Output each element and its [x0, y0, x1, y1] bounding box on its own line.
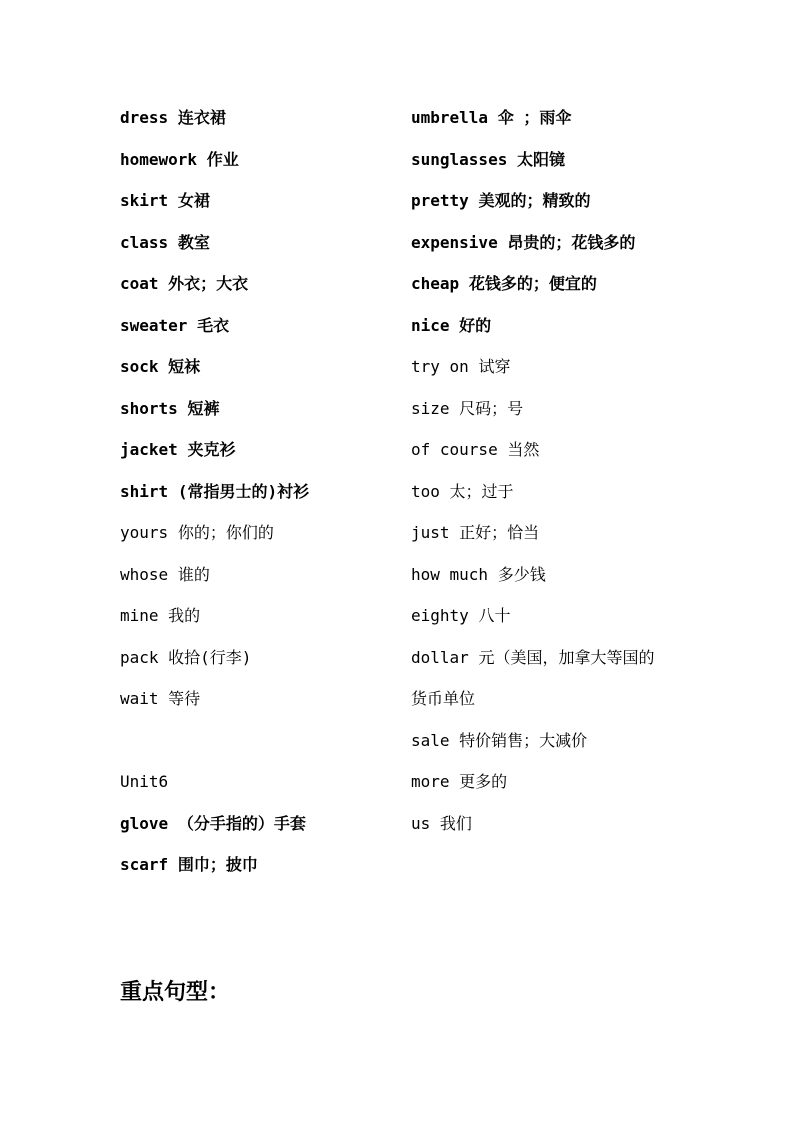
vocab-row: [411, 312, 701, 354]
vocab-row: [411, 146, 701, 188]
vocab-meaning: 当然: [507, 440, 540, 459]
vocab-meaning: 试穿: [478, 357, 511, 376]
vocab-word: sale: [411, 730, 450, 750]
unit-label: [120, 768, 400, 810]
vocab-meaning: 作业: [206, 149, 239, 169]
vocab-meaning: 毛衣: [197, 315, 230, 335]
vocab-row: [411, 395, 701, 437]
vocab-meaning: 短裤: [187, 398, 220, 418]
vocab-meaning: 八十: [478, 606, 511, 625]
vocab-word: class: [120, 232, 169, 252]
vocab-row: [411, 104, 701, 146]
vocab-word: Unit6: [120, 772, 169, 791]
vocab-row: [411, 561, 701, 603]
vocab-row: [411, 519, 701, 561]
section-heading: 重点句型：: [120, 979, 231, 1005]
vocab-word: sock: [120, 357, 159, 376]
vocab-row-continuation: [411, 685, 701, 727]
vocab-meaning: 太；过于: [449, 481, 514, 501]
vocab-row: [120, 395, 400, 437]
vocab-row: [120, 478, 400, 520]
vocab-meaning: 收拾(行李): [168, 647, 252, 667]
vocab-meaning: 更多的: [459, 772, 508, 791]
vocab-word: sweater: [120, 315, 188, 335]
vocab-meaning: 短袜: [168, 357, 201, 376]
vocab-row: [120, 436, 400, 478]
vocab-row: [120, 229, 400, 271]
vocab-row: [120, 685, 400, 727]
vocab-meaning: 等待: [168, 689, 201, 708]
vocab-meaning: 夹克衫: [187, 440, 236, 459]
vocab-meaning: 女裙: [177, 191, 210, 210]
vocab-row: [411, 353, 701, 395]
vocab-meaning: 连衣裙: [177, 108, 226, 127]
vocab-word: just: [411, 523, 450, 542]
vocab-row: [120, 810, 400, 852]
vocab-word: more: [411, 772, 450, 791]
vocab-word: homework: [120, 149, 198, 169]
vocab-meaning: 货币单位: [411, 689, 476, 708]
vocab-meaning: 教室: [177, 232, 210, 252]
vocab-word: size: [411, 398, 450, 418]
vocab-column-left: [120, 104, 400, 893]
vocab-row: [411, 602, 701, 644]
vocab-row: [120, 353, 400, 395]
vocab-word: pack: [120, 647, 159, 667]
vocab-word: sunglasses: [411, 149, 508, 169]
vocab-row: [120, 602, 400, 644]
vocab-word: of course: [411, 440, 498, 459]
vocab-row: [120, 187, 400, 229]
vocab-row: [411, 768, 701, 810]
vocab-row: [120, 270, 400, 312]
vocab-row: [411, 478, 701, 520]
vocab-meaning: 美观的；精致的: [478, 191, 591, 210]
vocab-meaning: 尺码；号: [459, 398, 524, 418]
vocab-meaning: 谁的: [177, 564, 210, 584]
vocab-row: [120, 851, 400, 893]
vocab-word: umbrella: [411, 108, 489, 127]
vocab-row: [411, 270, 701, 312]
vocab-word: nice: [411, 315, 450, 335]
vocab-row: [120, 561, 400, 603]
vocab-row: [411, 644, 701, 686]
vocab-word: eighty: [411, 606, 469, 625]
vocab-word: dress: [120, 108, 169, 127]
vocab-meaning: 昂贵的；花钱多的: [507, 232, 636, 252]
vocab-word: shorts: [120, 398, 178, 418]
vocab-row: [411, 436, 701, 478]
vocab-word: jacket: [120, 440, 178, 459]
vocab-word: pretty: [411, 191, 469, 210]
vocab-word: glove: [120, 813, 169, 833]
vocab-row: [411, 229, 701, 271]
vocab-word: cheap: [411, 274, 460, 293]
vocab-row: [411, 187, 701, 229]
vocab-word: dollar: [411, 647, 469, 667]
vocab-meaning: 伞 ；雨伞: [497, 108, 572, 127]
vocab-column-right: [411, 104, 701, 851]
vocab-word: scarf: [120, 855, 169, 874]
vocab-meaning: 我们: [439, 813, 472, 833]
vocab-meaning: 围巾；披巾: [177, 855, 258, 874]
vocab-meaning: 多少钱: [497, 564, 546, 584]
vocab-row: [120, 727, 400, 769]
vocab-meaning: 你的；你们的: [177, 523, 274, 542]
vocab-meaning: 好的: [459, 315, 492, 335]
vocab-word: coat: [120, 274, 159, 293]
vocab-row: [120, 519, 400, 561]
vocab-meaning: 花钱多的；便宜的: [468, 274, 597, 293]
vocab-row: [411, 727, 701, 769]
vocab-word: whose: [120, 564, 169, 584]
vocab-word: mine: [120, 606, 159, 625]
vocab-word: us: [411, 813, 431, 833]
vocab-word: try on: [411, 357, 469, 376]
vocab-row: [120, 312, 400, 354]
vocab-meaning: (常指男士的)衬衫: [177, 481, 310, 501]
vocab-row: [120, 104, 400, 146]
vocab-meaning: 正好；恰当: [459, 523, 540, 542]
vocab-meaning: （分手指的）手套: [177, 813, 306, 833]
vocab-word: how much: [411, 564, 489, 584]
vocab-row: [120, 146, 400, 188]
vocab-meaning: 我的: [168, 606, 201, 625]
vocab-row: [411, 810, 701, 852]
vocab-meaning: 特价销售；大减价: [459, 730, 588, 750]
vocab-word: too: [411, 481, 440, 501]
vocab-word: wait: [120, 689, 159, 708]
vocab-word: skirt: [120, 191, 169, 210]
vocab-meaning: 太阳镜: [516, 149, 565, 169]
vocab-word: shirt: [120, 481, 169, 501]
vocab-word: expensive: [411, 232, 498, 252]
vocab-meaning: 外衣；大衣: [168, 274, 249, 293]
vocab-meaning: 元（美国，加拿大等国的: [478, 647, 655, 667]
vocab-row: [120, 644, 400, 686]
vocab-word: yours: [120, 523, 169, 542]
